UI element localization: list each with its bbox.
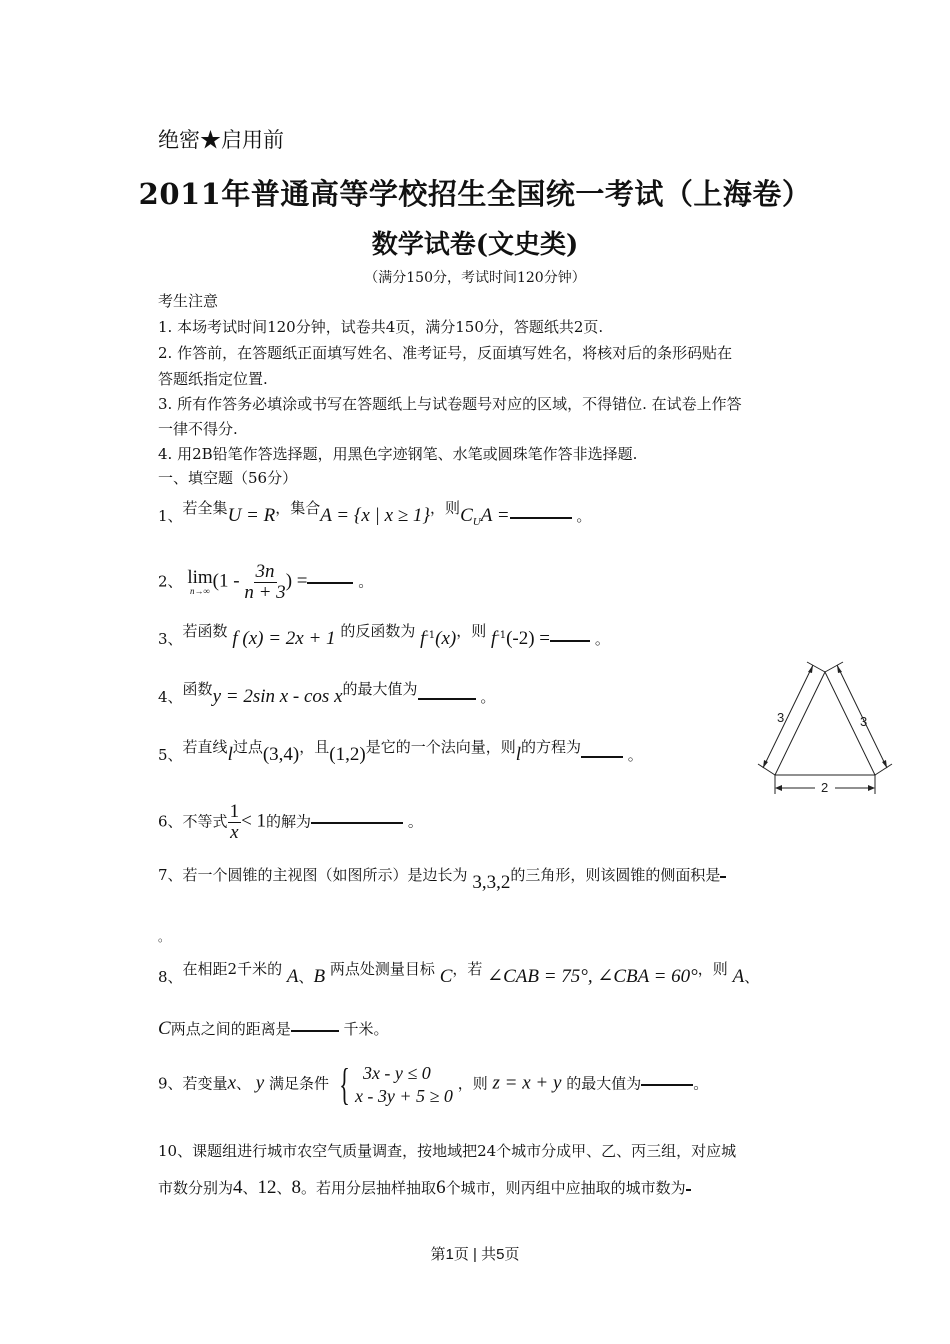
number: 4 bbox=[233, 1177, 243, 1198]
text: 的反函数为 bbox=[340, 622, 416, 640]
text: ，则 bbox=[430, 499, 461, 517]
text: 。若用分层抽样抽取 bbox=[301, 1179, 437, 1197]
question-1 bbox=[158, 499, 592, 528]
fraction bbox=[244, 562, 285, 603]
question-6 bbox=[158, 802, 423, 843]
question-2 bbox=[158, 562, 373, 603]
question-9 bbox=[158, 1059, 709, 1109]
answer-blank[interactable] bbox=[581, 755, 623, 758]
math: z = x + y bbox=[492, 1072, 562, 1094]
question-7-end: 。 bbox=[158, 930, 171, 944]
inequality-system bbox=[334, 1059, 453, 1109]
math-superscript: -1 bbox=[425, 630, 436, 641]
numerator: 3n bbox=[255, 561, 275, 582]
math: x bbox=[227, 1072, 236, 1094]
math: < 1 bbox=[241, 810, 267, 832]
text: 的三角形，则该圆锥的侧面积是 bbox=[510, 866, 721, 884]
note-line: 答题纸指定位置. bbox=[158, 370, 268, 388]
text: 过点 bbox=[232, 738, 263, 756]
text: 满足条件 bbox=[269, 1074, 330, 1093]
text: 两点之间的距离是 bbox=[170, 1020, 291, 1038]
text: 。 bbox=[576, 507, 592, 525]
text: 的最大值为 bbox=[566, 1074, 642, 1093]
math: f bbox=[491, 628, 497, 649]
note-line: 3. 所有作答务必填涂或书写在答题纸上与试卷题号对应的区域，不得错位. 在试卷上作答 bbox=[158, 395, 742, 413]
text: 在相距2千米的 bbox=[182, 960, 283, 978]
answer-blank[interactable] bbox=[686, 1188, 691, 1191]
text: 若直线 bbox=[182, 738, 228, 756]
text: 市数分别为 bbox=[158, 1179, 234, 1197]
section-title: 一、填空题（56分） bbox=[158, 469, 298, 487]
note-line: 2. 作答前，在答题纸正面填写姓名、准考证号，反面填写姓名，将核对后的条形码贴在 bbox=[158, 344, 733, 362]
math: A = bbox=[480, 505, 510, 526]
text: 的解为 bbox=[266, 812, 312, 831]
text: 。 bbox=[594, 630, 610, 648]
exam-info: （满分150分，考试时间120分钟） bbox=[364, 270, 586, 286]
math: C bbox=[439, 966, 453, 987]
math: (1 - bbox=[212, 570, 240, 592]
math: U = R bbox=[227, 505, 276, 526]
number: 6 bbox=[436, 1177, 446, 1198]
answer-blank[interactable] bbox=[307, 581, 353, 584]
math: y bbox=[255, 1072, 265, 1094]
text: 的最大值为 bbox=[342, 680, 418, 698]
text: ，若 bbox=[452, 960, 483, 978]
notes-heading: 考生注意 bbox=[158, 292, 219, 310]
text: ，则 bbox=[697, 960, 728, 978]
question-number: 6、 bbox=[158, 812, 183, 831]
text: 千米。 bbox=[343, 1020, 389, 1038]
text: 。 bbox=[627, 746, 643, 764]
text: 不等式 bbox=[182, 812, 228, 831]
text: 。 bbox=[480, 688, 496, 706]
left-side-label: 3 bbox=[777, 710, 785, 725]
math: ) = bbox=[285, 570, 308, 592]
question-10 bbox=[158, 1140, 736, 1161]
text: 若全集 bbox=[182, 499, 228, 517]
text: 课题组进行城市农空气质量调查，按地域把24个城市分成甲、乙、丙三组，对应城 bbox=[192, 1142, 737, 1160]
text: 若函数 bbox=[182, 622, 228, 640]
brace: { bbox=[339, 1059, 350, 1109]
numerator: 1 bbox=[229, 801, 240, 822]
math: A bbox=[286, 966, 299, 987]
limit-expression bbox=[187, 568, 212, 596]
page-number: 第1页 | 共5页 bbox=[430, 1246, 520, 1263]
math: (3,4) bbox=[262, 744, 300, 765]
inequality-2: x - 3y + 5 ≥ 0 bbox=[354, 1085, 453, 1106]
text: 、 bbox=[242, 1179, 258, 1197]
math: A bbox=[732, 966, 745, 987]
math: (x) bbox=[435, 628, 457, 649]
question-8 bbox=[158, 960, 760, 988]
text: 若变量 bbox=[182, 1074, 228, 1093]
text: 。 bbox=[693, 1074, 709, 1093]
note-line: 1. 本场考试时间120分钟，试卷共4页，满分150分，答题纸共2页. bbox=[158, 318, 604, 336]
fraction bbox=[228, 802, 242, 843]
number: 8 bbox=[291, 1177, 302, 1198]
math: C bbox=[460, 505, 473, 526]
math: ∠CAB = 75°, ∠CBA = 60° bbox=[487, 966, 698, 987]
text: 、 bbox=[744, 968, 760, 986]
answer-blank[interactable] bbox=[418, 697, 476, 700]
number: 12 bbox=[257, 1177, 277, 1198]
question-number: 1、 bbox=[158, 507, 183, 525]
text: ，集合 bbox=[275, 499, 321, 517]
text: 个城市，则丙组中应抽取的城市数为 bbox=[445, 1179, 686, 1197]
question-number: 8、 bbox=[158, 968, 183, 986]
question-number: 3、 bbox=[158, 630, 183, 648]
question-5 bbox=[158, 738, 643, 766]
text: 的方程为 bbox=[520, 738, 581, 756]
answer-blank[interactable] bbox=[311, 821, 403, 824]
question-number: 2、 bbox=[158, 572, 183, 591]
answer-blank[interactable] bbox=[641, 1083, 693, 1086]
text: ，则 bbox=[457, 1074, 488, 1093]
math: l bbox=[515, 744, 521, 765]
denominator: x bbox=[230, 821, 239, 843]
note-line: 4. 用2B铅笔作答选择题，用黑色字迹钢笔、水笔或圆珠笔作答非选择题. bbox=[158, 445, 638, 463]
right-side-label: 3 bbox=[860, 714, 868, 729]
question-number: 7、 bbox=[158, 866, 183, 884]
math: (-2) = bbox=[506, 628, 551, 649]
exam-title: 2011年普通高等学校招生全国统一考试（上海卷） bbox=[138, 177, 812, 211]
confidential-label: 绝密★启用前 bbox=[158, 128, 284, 152]
question-10-continued bbox=[158, 1177, 691, 1199]
text: ，则 bbox=[456, 622, 487, 640]
math: C bbox=[158, 1018, 171, 1039]
text: 两点处测量目标 bbox=[329, 960, 435, 978]
text: 是它的一个法向量，则 bbox=[365, 738, 516, 756]
text: 、 bbox=[298, 968, 314, 986]
base-label: 2 bbox=[821, 780, 829, 795]
answer-blank[interactable] bbox=[510, 516, 572, 519]
text: 。 bbox=[407, 812, 423, 831]
denominator: n + 3 bbox=[244, 581, 286, 603]
math: f bbox=[420, 628, 426, 649]
text: 。 bbox=[358, 572, 374, 591]
question-number: 5、 bbox=[158, 746, 183, 764]
math-superscript: -1 bbox=[496, 630, 507, 641]
question-4 bbox=[158, 680, 496, 708]
lim: lim bbox=[187, 567, 213, 589]
question-number: 9、 bbox=[158, 1074, 183, 1093]
math: 3,3,2 bbox=[472, 872, 511, 893]
text: ，且 bbox=[299, 738, 330, 756]
lim-sub: n→∞ bbox=[190, 586, 210, 597]
question-8-continued bbox=[158, 1018, 389, 1040]
question-7 bbox=[158, 864, 726, 893]
question-number: 4、 bbox=[158, 688, 183, 706]
math: (1,2) bbox=[329, 744, 366, 765]
math: f (x) = 2x + 1 bbox=[232, 628, 336, 649]
answer-blank[interactable] bbox=[550, 639, 590, 642]
question-number: 10、 bbox=[158, 1142, 193, 1160]
math: A = {x | x ≥ 1} bbox=[320, 505, 431, 526]
question-3 bbox=[158, 622, 610, 650]
text: 、 bbox=[236, 1074, 252, 1093]
text: 函数 bbox=[182, 680, 213, 698]
math-subscript: U bbox=[472, 516, 481, 528]
answer-blank[interactable] bbox=[720, 875, 726, 878]
cone-front-view-diagram bbox=[755, 660, 895, 800]
answer-blank[interactable] bbox=[291, 1029, 339, 1032]
exam-subtitle: 数学试卷(文史类) bbox=[371, 230, 579, 260]
text: 若一个圆锥的主视图（如图所示）是边长为 bbox=[182, 866, 468, 884]
math: y = 2sin x - cos x bbox=[212, 686, 343, 707]
math: l bbox=[227, 744, 233, 765]
note-line: 一律不得分. bbox=[158, 420, 238, 438]
inequality-1: 3x - y ≤ 0 bbox=[362, 1063, 431, 1083]
text: 、 bbox=[276, 1179, 292, 1197]
math: B bbox=[313, 966, 326, 987]
